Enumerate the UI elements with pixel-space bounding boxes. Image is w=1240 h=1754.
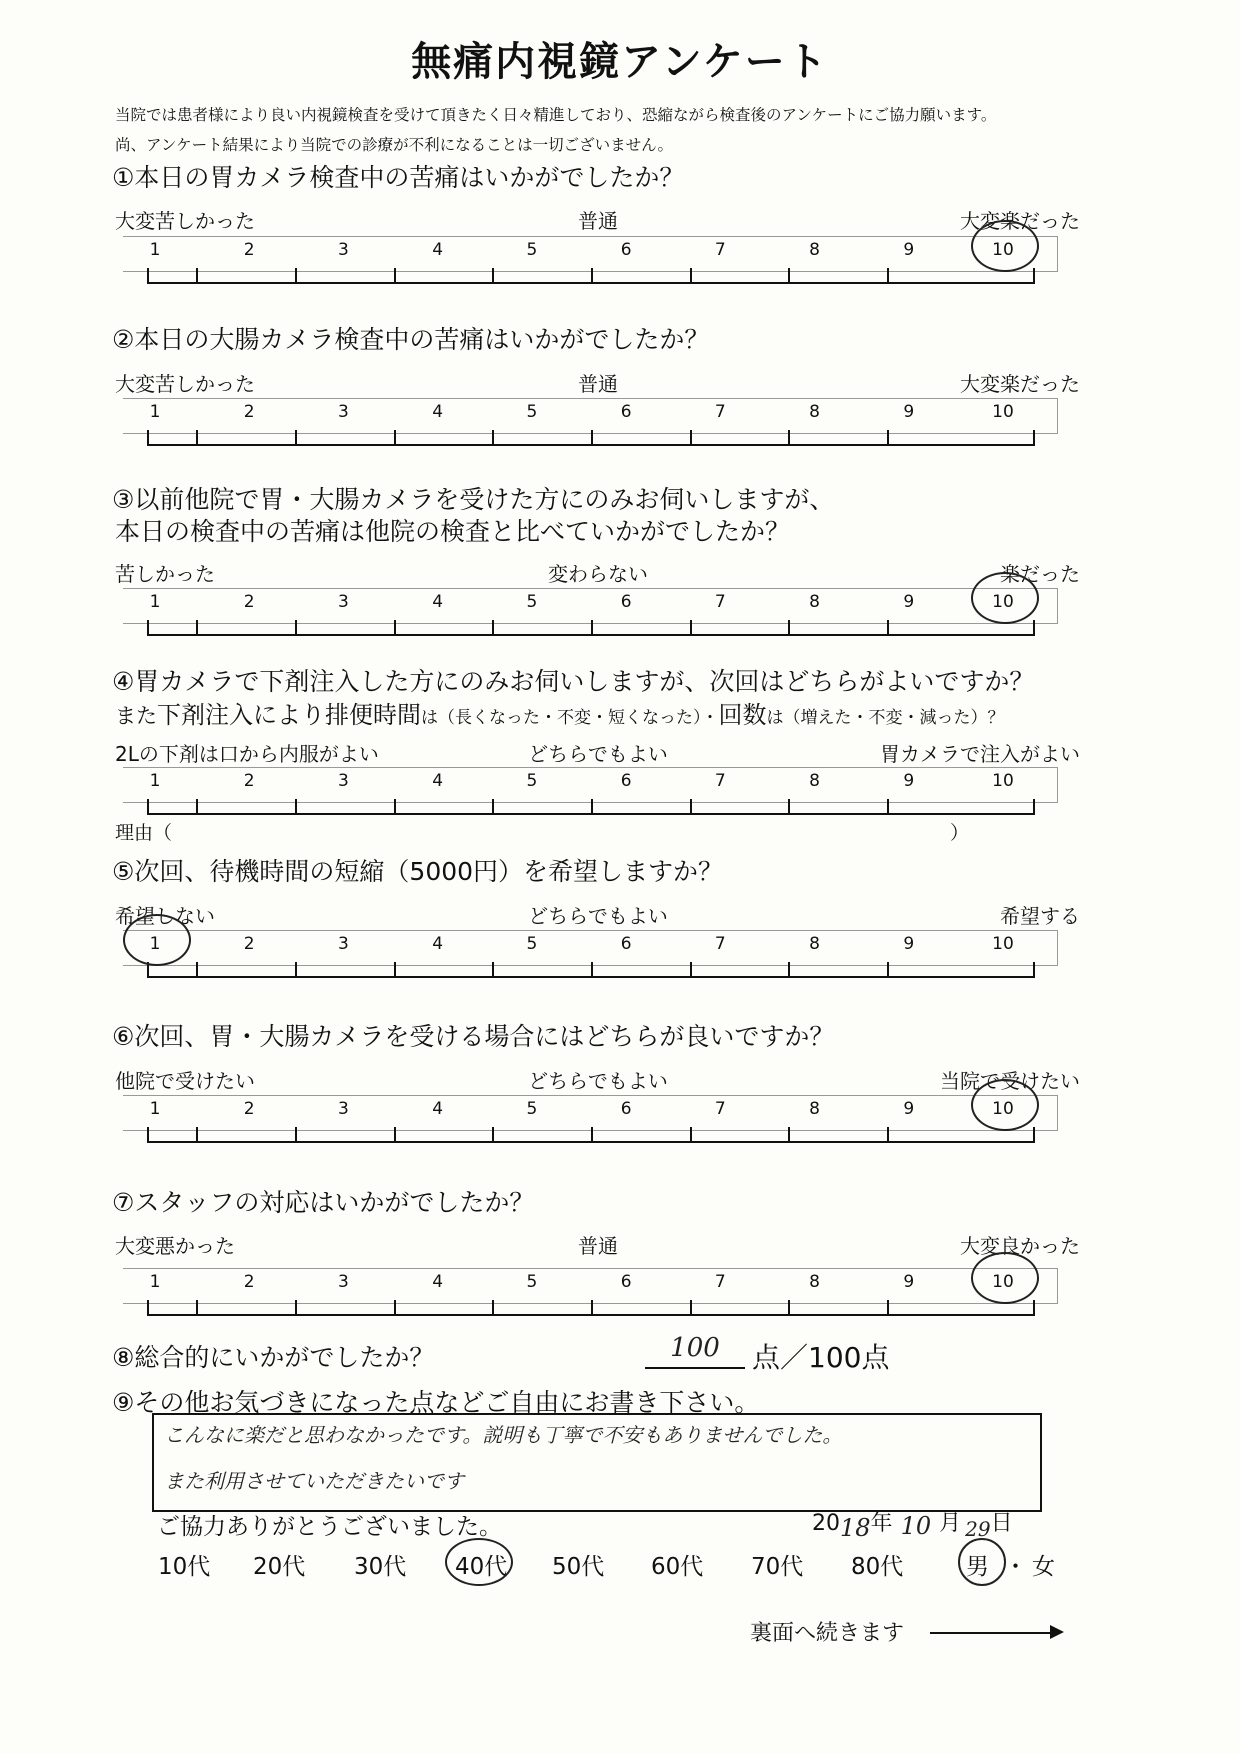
- scale-number-5[interactable]: 5: [526, 1099, 538, 1119]
- q7-right-label: 大変良かった: [960, 1234, 1080, 1258]
- scale-tick: [1033, 962, 1035, 978]
- scale-tick: [887, 1300, 889, 1316]
- q4-text-time: 下剤注入により排便時間: [157, 701, 421, 729]
- scale-selection-circle: [971, 1252, 1039, 1304]
- q6-left-label: 他院で受けたい: [115, 1069, 255, 1093]
- scale-tick: [690, 620, 692, 636]
- question-3-line-1: ③以前他院で胃・大腸カメラを受けた方にのみお伺いしますが、: [112, 485, 835, 514]
- continue-arrow-head: [1050, 1625, 1064, 1639]
- scale-number-5[interactable]: 5: [526, 240, 538, 260]
- scale-number-2[interactable]: 2: [243, 592, 255, 612]
- scale-tick: [492, 430, 494, 446]
- scale-number-8[interactable]: 8: [809, 1099, 820, 1119]
- scale-tick: [147, 430, 149, 446]
- q3-center-label: 変わらない: [548, 562, 648, 586]
- scale-tick: [887, 430, 889, 446]
- scale-tick: [394, 620, 396, 636]
- question-4-line-2: [115, 695, 1005, 730]
- q8-score-value: 100: [670, 1333, 720, 1363]
- scale-number-10[interactable]: 10: [992, 934, 1014, 954]
- scale-tick: [196, 799, 198, 815]
- scale-tick: [1033, 1127, 1035, 1143]
- q1-left-label: 大変苦しかった: [115, 209, 255, 233]
- scale-number-7[interactable]: 7: [714, 402, 726, 422]
- scale-number-2[interactable]: 2: [243, 771, 255, 791]
- q4-reason-input[interactable]: [195, 816, 940, 840]
- q8-score-suffix: 点／100点: [752, 1341, 890, 1374]
- q7-center-label: 普通: [578, 1234, 618, 1258]
- scale-selection-circle: [971, 1079, 1039, 1131]
- scale-number-2[interactable]: 2: [243, 1272, 255, 1292]
- scale-tick: [394, 962, 396, 978]
- date-month-label: 月: [939, 1511, 962, 1536]
- scale-tick: [492, 268, 494, 284]
- date-month[interactable]: 10: [900, 1512, 932, 1540]
- scale-tick: [295, 1127, 297, 1143]
- scale-number-6[interactable]: 6: [620, 592, 632, 612]
- scale-number-2[interactable]: 2: [243, 402, 255, 422]
- scale-number-3[interactable]: 3: [338, 592, 349, 612]
- scale-number-8[interactable]: 8: [809, 1272, 820, 1292]
- scale-number-2[interactable]: 2: [243, 934, 255, 954]
- q2-scale[interactable]: [147, 402, 1035, 446]
- q4-left-label: 2Lの下剤は口から内服がよい: [115, 742, 379, 766]
- q3-left-label: 苦しかった: [115, 562, 215, 586]
- scale-tick: [196, 268, 198, 284]
- scale-tick: [1033, 1300, 1035, 1316]
- scale-number-7[interactable]: 7: [714, 771, 726, 791]
- scale-number-10[interactable]: 10: [992, 592, 1014, 612]
- scale-tick: [591, 1127, 593, 1143]
- scale-number-7[interactable]: 7: [714, 592, 726, 612]
- age-60s[interactable]: 60代: [651, 1554, 704, 1580]
- age-30s[interactable]: 30代: [354, 1554, 407, 1580]
- scale-tick: [591, 962, 593, 978]
- q3-scale[interactable]: [147, 592, 1035, 636]
- thanks-text: ご協力ありがとうございました。: [157, 1514, 502, 1540]
- scale-tick: [591, 268, 593, 284]
- age-50s[interactable]: 50代: [552, 1554, 605, 1580]
- question-6: ⑥次回、胃・大腸カメラを受ける場合にはどちらが良いですか？: [112, 1022, 835, 1051]
- scale-number-6[interactable]: 6: [620, 771, 632, 791]
- q9-comment-box[interactable]: [152, 1413, 1042, 1512]
- gender-female[interactable]: 女: [1032, 1554, 1055, 1580]
- scale-number-9[interactable]: 9: [903, 240, 915, 260]
- scale-tick: [196, 1300, 198, 1316]
- scale-tick: [147, 1300, 149, 1316]
- scale-tick: [591, 620, 593, 636]
- q9-comment-line-1: こんなに楽だと思わなかったです。説明も丁寧で不安もありませんでした。: [164, 1423, 843, 1447]
- page-title: 無痛内視鏡アンケート: [411, 39, 829, 85]
- scale-number-5[interactable]: 5: [526, 1272, 538, 1292]
- scale-number-9[interactable]: 9: [903, 1272, 915, 1292]
- scale-number-4[interactable]: 4: [432, 592, 444, 612]
- continue-arrow-line: [930, 1632, 1055, 1634]
- scale-tick: [690, 268, 692, 284]
- scale-number-2[interactable]: 2: [243, 240, 255, 260]
- scale-tick: [394, 1300, 396, 1316]
- q4-reason-label: 理由（: [115, 822, 173, 844]
- scale-number-2[interactable]: 2: [243, 1099, 255, 1119]
- scale-tick: [788, 620, 790, 636]
- q4-scale[interactable]: [147, 771, 1035, 815]
- scale-tick: [887, 1127, 889, 1143]
- scale-number-10[interactable]: 10: [992, 771, 1014, 791]
- scale-tick: [788, 1300, 790, 1316]
- scale-tick: [591, 430, 593, 446]
- scale-number-8[interactable]: 8: [809, 934, 820, 954]
- scale-selection-circle: [971, 572, 1039, 624]
- gender-male[interactable]: 男: [966, 1554, 989, 1580]
- scale-tick: [591, 1300, 593, 1316]
- intro-line-1: 当院では患者様により良い内視鏡検査を受けて頂きたく日々精進しており、恐縮ながら検査後のアンケートにご協力願います。: [115, 106, 997, 124]
- question-3-line-2: 本日の検査中の苦痛は他院の検査と比べていかがでしたか？: [115, 517, 791, 546]
- scale-tick: [492, 620, 494, 636]
- scale-tick: [788, 962, 790, 978]
- gender-selection-circle: [958, 1538, 1006, 1586]
- scale-number-6[interactable]: 6: [620, 1099, 632, 1119]
- scale-tick: [788, 430, 790, 446]
- age-selection-circle: [445, 1538, 513, 1586]
- scale-number-6[interactable]: 6: [620, 240, 632, 260]
- scale-tick: [492, 799, 494, 815]
- q5-scale[interactable]: [147, 934, 1035, 978]
- scale-tick: [196, 962, 198, 978]
- scale-tick: [394, 799, 396, 815]
- scale-number-5[interactable]: 5: [526, 771, 538, 791]
- scale-tick: [788, 1127, 790, 1143]
- scale-tick: [147, 268, 149, 284]
- q1-scale[interactable]: [147, 240, 1035, 284]
- q5-right-label: 希望する: [1000, 904, 1080, 928]
- q7-scale[interactable]: [147, 1272, 1035, 1316]
- scale-tick: [1033, 430, 1035, 446]
- scale-number-7[interactable]: 7: [714, 934, 726, 954]
- scale-tick: [196, 1127, 198, 1143]
- q6-scale[interactable]: [147, 1099, 1035, 1143]
- scale-tick: [196, 620, 198, 636]
- continue-text: 裏面へ続きます: [750, 1621, 905, 1646]
- scale-number-1[interactable]: 1: [149, 771, 161, 791]
- scale-number-4[interactable]: 4: [432, 1099, 444, 1119]
- q2-center-label: 普通: [578, 372, 618, 396]
- scale-tick: [887, 799, 889, 815]
- scale-number-4[interactable]: 4: [432, 934, 444, 954]
- scale-number-3[interactable]: 3: [338, 1099, 349, 1119]
- scale-number-9[interactable]: 9: [903, 771, 915, 791]
- scale-tick: [394, 1127, 396, 1143]
- q4-text-also: また: [115, 704, 157, 728]
- scale-number-1[interactable]: 1: [149, 1272, 161, 1292]
- age-20s[interactable]: 20代: [253, 1554, 306, 1580]
- scale-tick: [690, 430, 692, 446]
- scale-number-10[interactable]: 10: [992, 1272, 1014, 1292]
- scale-tick: [295, 799, 297, 815]
- scale-tick: [690, 799, 692, 815]
- q8-score-field[interactable]: [645, 1333, 745, 1369]
- age-70s[interactable]: 70代: [751, 1554, 804, 1580]
- q4-text-time-options: は（長くなった・不変・短くなった）・: [421, 708, 719, 728]
- q1-right-label: 大変楽だった: [960, 209, 1080, 233]
- scale-number-8[interactable]: 8: [809, 771, 820, 791]
- scale-tick: [492, 1127, 494, 1143]
- q6-right-label: 当院で受けたい: [940, 1069, 1080, 1093]
- gender-separator: ・: [1004, 1554, 1027, 1580]
- scale-number-9[interactable]: 9: [903, 592, 915, 612]
- q9-comment-line-2: また利用させていただきたいです: [164, 1469, 464, 1493]
- q4-text-count: 回数: [718, 701, 767, 729]
- scale-tick: [690, 962, 692, 978]
- scale-number-8[interactable]: 8: [809, 402, 820, 422]
- scale-number-7[interactable]: 7: [714, 1272, 726, 1292]
- date: [812, 1506, 1013, 1542]
- scale-number-10[interactable]: 10: [992, 240, 1014, 260]
- date-day[interactable]: 29: [965, 1517, 991, 1541]
- scale-number-3[interactable]: 3: [338, 402, 349, 422]
- question-4-line-1: ④胃カメラで下剤注入した方にのみお伺いしますが、次回はどちらがよいですか？: [112, 667, 1035, 696]
- scale-tick: [196, 430, 198, 446]
- scale-selection-circle: [971, 220, 1039, 272]
- scale-number-5[interactable]: 5: [526, 592, 538, 612]
- date-year-label: 年: [870, 1511, 893, 1536]
- q3-right-label: 楽だった: [1000, 562, 1080, 586]
- age-40s[interactable]: 40代: [455, 1554, 508, 1580]
- scale-number-5[interactable]: 5: [526, 402, 538, 422]
- scale-number-3[interactable]: 3: [338, 240, 349, 260]
- scale-tick: [394, 430, 396, 446]
- scale-tick: [887, 268, 889, 284]
- date-year[interactable]: 18: [840, 1514, 871, 1542]
- scale-number-7[interactable]: 7: [714, 1099, 726, 1119]
- scale-tick: [788, 268, 790, 284]
- age-80s[interactable]: 80代: [851, 1554, 904, 1580]
- scale-tick: [295, 620, 297, 636]
- scale-tick: [295, 268, 297, 284]
- question-5: ⑤次回、待機時間の短縮（5000円）を希望しますか？: [112, 857, 724, 886]
- scale-number-3[interactable]: 3: [338, 934, 349, 954]
- q2-left-label: 大変苦しかった: [115, 372, 255, 396]
- scale-number-1[interactable]: 1: [149, 402, 161, 422]
- scale-number-4[interactable]: 4: [432, 771, 444, 791]
- scale-tick: [492, 1300, 494, 1316]
- scale-tick: [1033, 620, 1035, 636]
- scale-tick: [147, 620, 149, 636]
- scale-number-6[interactable]: 6: [620, 934, 632, 954]
- scale-tick: [147, 1127, 149, 1143]
- scale-number-6[interactable]: 6: [620, 1272, 632, 1292]
- q7-left-label: 大変悪かった: [115, 1234, 235, 1258]
- scale-tick: [1033, 268, 1035, 284]
- date-prefix: 20: [812, 1511, 840, 1536]
- question-7: ⑦スタッフの対応はいかがでしたか？: [112, 1188, 535, 1217]
- scale-selection-circle: [123, 914, 191, 966]
- scale-number-1[interactable]: 1: [149, 1099, 161, 1119]
- q4-right-label: 胃カメラで注入がよい: [880, 742, 1080, 766]
- scale-number-9[interactable]: 9: [903, 402, 915, 422]
- scale-number-10[interactable]: 10: [992, 402, 1014, 422]
- scale-number-1[interactable]: 1: [149, 592, 161, 612]
- question-8: ⑧総合的にいかがでしたか？: [112, 1343, 435, 1372]
- scale-number-9[interactable]: 9: [903, 1099, 915, 1119]
- scale-tick: [295, 1300, 297, 1316]
- q2-right-label: 大変楽だった: [960, 372, 1080, 396]
- scale-tick: [492, 962, 494, 978]
- question-9: ⑨その他お気づきになった点などご自由にお書き下さい。: [112, 1388, 760, 1417]
- scale-number-6[interactable]: 6: [620, 402, 632, 422]
- question-1: ①本日の胃カメラ検査中の苦痛はいかがでしたか？: [112, 163, 685, 192]
- scale-tick: [1033, 799, 1035, 815]
- scale-tick: [788, 799, 790, 815]
- scale-tick: [690, 1300, 692, 1316]
- scale-number-5[interactable]: 5: [526, 934, 538, 954]
- scale-tick: [147, 799, 149, 815]
- scale-number-1[interactable]: 1: [149, 240, 161, 260]
- q4-reason-close: ）: [950, 822, 970, 844]
- scale-tick: [690, 1127, 692, 1143]
- scale-number-3[interactable]: 3: [338, 1272, 349, 1292]
- scale-number-4[interactable]: 4: [432, 402, 444, 422]
- scale-number-3[interactable]: 3: [338, 771, 349, 791]
- q1-center-label: 普通: [578, 209, 618, 233]
- scale-number-10[interactable]: 10: [992, 1099, 1014, 1119]
- scale-number-4[interactable]: 4: [432, 240, 444, 260]
- question-2: ②本日の大腸カメラ検査中の苦痛はいかがでしたか？: [112, 325, 710, 354]
- scale-number-4[interactable]: 4: [432, 1272, 444, 1292]
- scale-number-7[interactable]: 7: [714, 240, 726, 260]
- intro-line-2: 尚、アンケート結果により当院での診療が不利になることは一切ございません。: [115, 136, 674, 154]
- scale-number-8[interactable]: 8: [809, 592, 820, 612]
- date-day-label: 日: [990, 1511, 1013, 1536]
- scale-tick: [887, 962, 889, 978]
- scale-tick: [394, 268, 396, 284]
- q5-center-label: どちらでもよい: [528, 904, 668, 928]
- q5-left-label: 希望しない: [115, 904, 215, 928]
- scale-tick: [295, 962, 297, 978]
- q4-text-count-options: は（増えた・不変・減った）？: [766, 708, 1005, 728]
- scale-number-9[interactable]: 9: [903, 934, 915, 954]
- q6-center-label: どちらでもよい: [528, 1069, 668, 1093]
- scale-tick: [887, 620, 889, 636]
- scale-number-8[interactable]: 8: [809, 240, 820, 260]
- age-10s[interactable]: 10代: [158, 1554, 211, 1580]
- scale-number-1[interactable]: 1: [149, 934, 161, 954]
- q4-center-label: どちらでもよい: [528, 742, 668, 766]
- scale-tick: [591, 799, 593, 815]
- scale-tick: [295, 430, 297, 446]
